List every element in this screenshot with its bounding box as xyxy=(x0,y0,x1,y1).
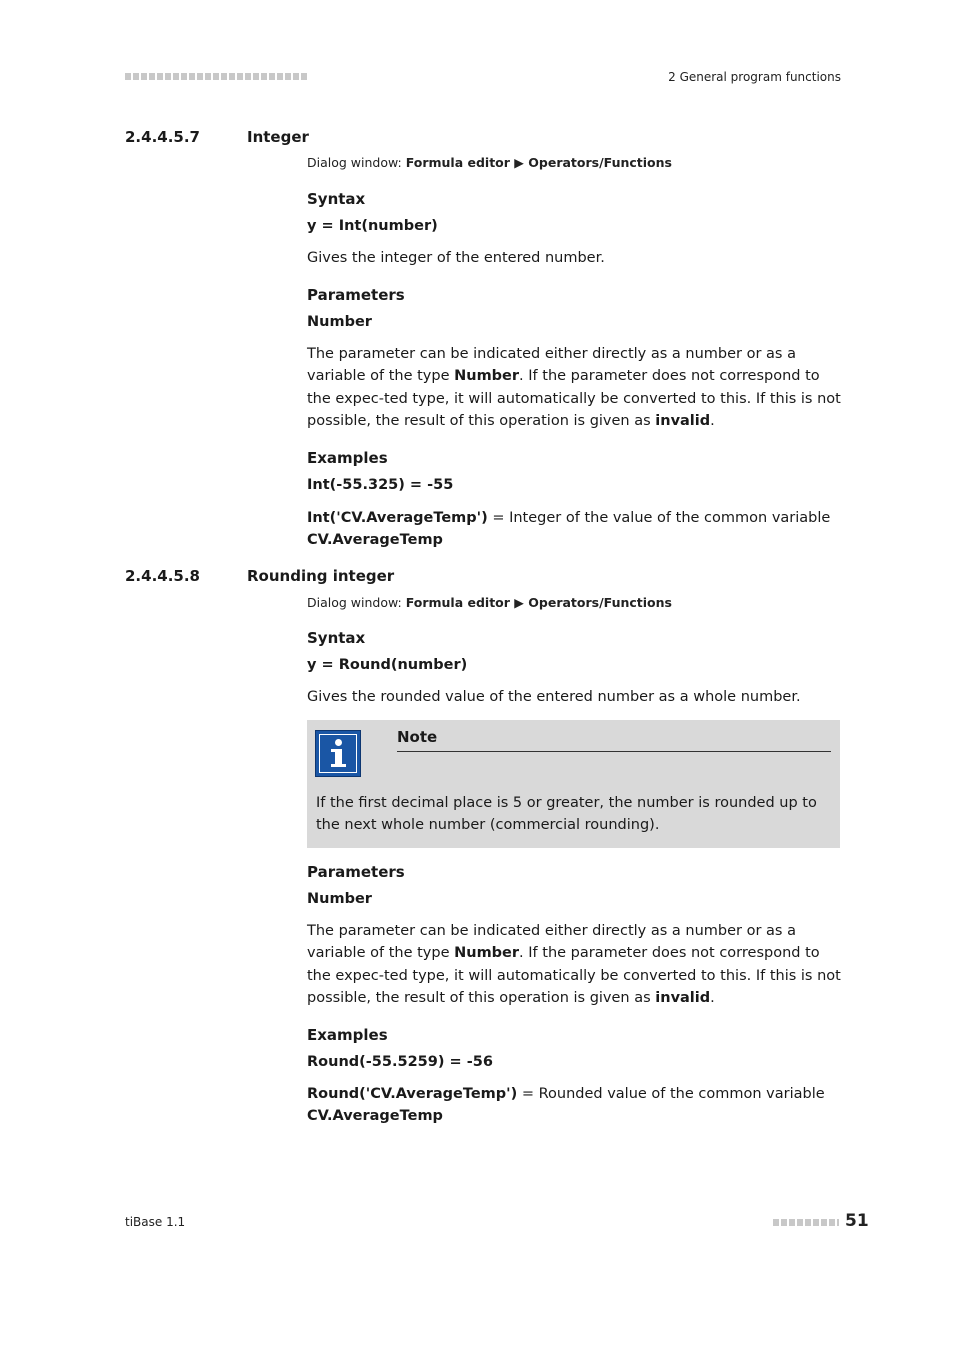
syntax-text: y = Int(number) xyxy=(307,218,438,234)
parameter-name: Number xyxy=(307,891,372,907)
parameter-description: The parameter can be indicated either directly as a number or as a variable of the type Number. If the parameter does not correspond to the expec-ted type, it will automatically be converted to this. If this is not possible, the result of this operation is given as invalid. xyxy=(307,923,841,1007)
footer-decoration xyxy=(773,1219,839,1226)
footer-product: tiBase 1.1 xyxy=(125,1215,186,1229)
note-text: If the first decimal place is 5 or greater, the number is rounded up to the next whole number (commercial rounding). xyxy=(316,795,817,834)
note-title: Note xyxy=(397,728,438,746)
header-decoration xyxy=(125,73,307,80)
example-2: Round('CV.AverageTemp') = Rounded value of the common variable CV.AverageTemp xyxy=(307,1086,825,1125)
examples-heading: Examples xyxy=(307,1026,388,1044)
info-icon xyxy=(315,730,361,777)
note-divider xyxy=(397,751,831,752)
example-2: Int('CV.AverageTemp') = Integer of the value of the common variable CV.AverageTemp xyxy=(307,510,831,549)
syntax-heading: Syntax xyxy=(307,629,366,647)
running-header: 2 General program functions xyxy=(668,70,841,84)
parameters-heading: Parameters xyxy=(307,863,405,881)
section-title: Rounding integer xyxy=(247,567,395,585)
examples-heading: Examples xyxy=(307,449,388,467)
syntax-heading: Syntax xyxy=(307,190,366,208)
section-number: 2.4.4.5.7 xyxy=(125,128,200,146)
section-number: 2.4.4.5.8 xyxy=(125,567,200,585)
dialog-path: Dialog window: Formula editor ▶ Operators/Functions xyxy=(307,595,672,610)
dialog-path: Dialog window: Formula editor ▶ Operators/Functions xyxy=(307,155,672,170)
parameter-name: Number xyxy=(307,314,372,330)
section-title: Integer xyxy=(247,128,309,146)
example-1: Int(-55.325) = -55 xyxy=(307,477,454,493)
parameters-heading: Parameters xyxy=(307,286,405,304)
example-1: Round(-55.5259) = -56 xyxy=(307,1054,493,1070)
description: Gives the rounded value of the entered number as a whole number. xyxy=(307,689,801,705)
description: Gives the integer of the entered number. xyxy=(307,250,605,266)
page-number: 51 xyxy=(845,1211,869,1231)
syntax-text: y = Round(number) xyxy=(307,657,468,673)
parameter-description: The parameter can be indicated either directly as a number or as a variable of the type Number. If the parameter does not correspond to the expec-ted type, it will automatically be converted to this. If this is not possible, the result of this operation is given as invalid. xyxy=(307,346,841,430)
